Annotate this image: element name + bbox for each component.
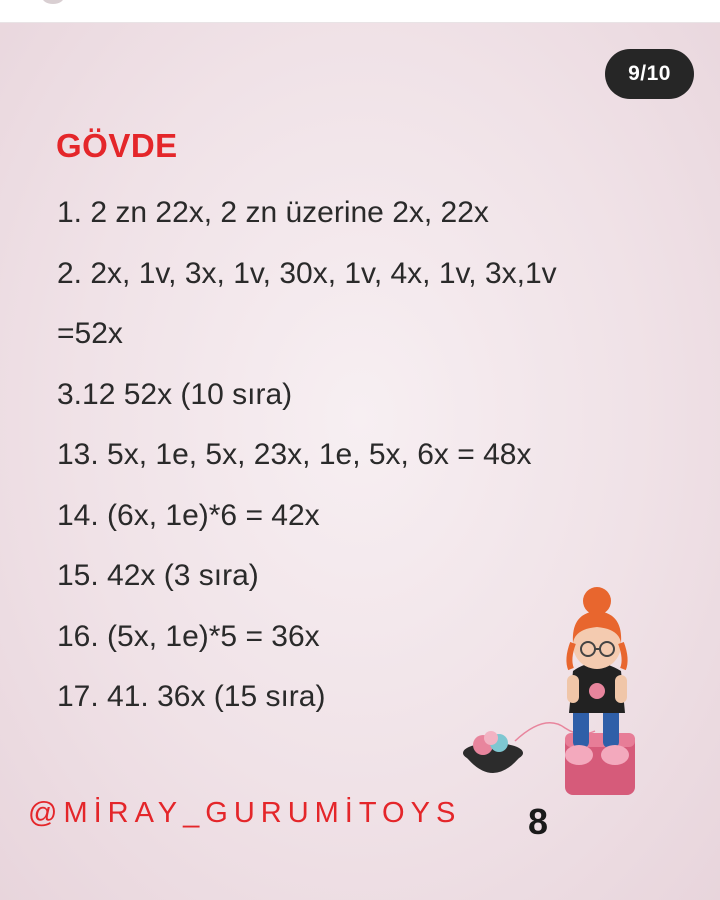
pattern-title: GÖVDE <box>56 127 178 164</box>
instruction-line: 13. 5x, 1e, 5x, 23x, 1e, 5x, 6x = 48x <box>57 438 532 471</box>
girl-knitting-illustration <box>455 563 655 803</box>
instruction-line: 17. 41. 36x (15 sıra) <box>57 680 326 713</box>
avatar[interactable] <box>42 0 64 4</box>
instruction-line: 16. (5x, 1e)*5 = 36x <box>57 619 320 653</box>
instruction-line: =52x <box>57 317 123 350</box>
app-top-bar <box>0 0 720 23</box>
instruction-line: 2. 2x, 1v, 3x, 1v, 30x, 1v, 4x, 1v, 3x,1v <box>57 256 557 290</box>
instruction-line: 1. 2 zn 22x, 2 zn üzerine 2x, 22x <box>57 196 489 229</box>
carousel-counter: 9/10 <box>605 49 694 99</box>
instruction-line: 15. 42x (3 sıra) <box>57 559 259 592</box>
page-number: 8 <box>528 801 549 842</box>
instruction-line: 3.12 52x (10 sıra) <box>57 377 293 411</box>
instruction-line: 14. (6x, 1e)*6 = 42x <box>57 498 320 532</box>
post-image[interactable] <box>0 23 720 900</box>
brand-handle: @MİRAY_GURUMİTOYS <box>28 797 462 829</box>
